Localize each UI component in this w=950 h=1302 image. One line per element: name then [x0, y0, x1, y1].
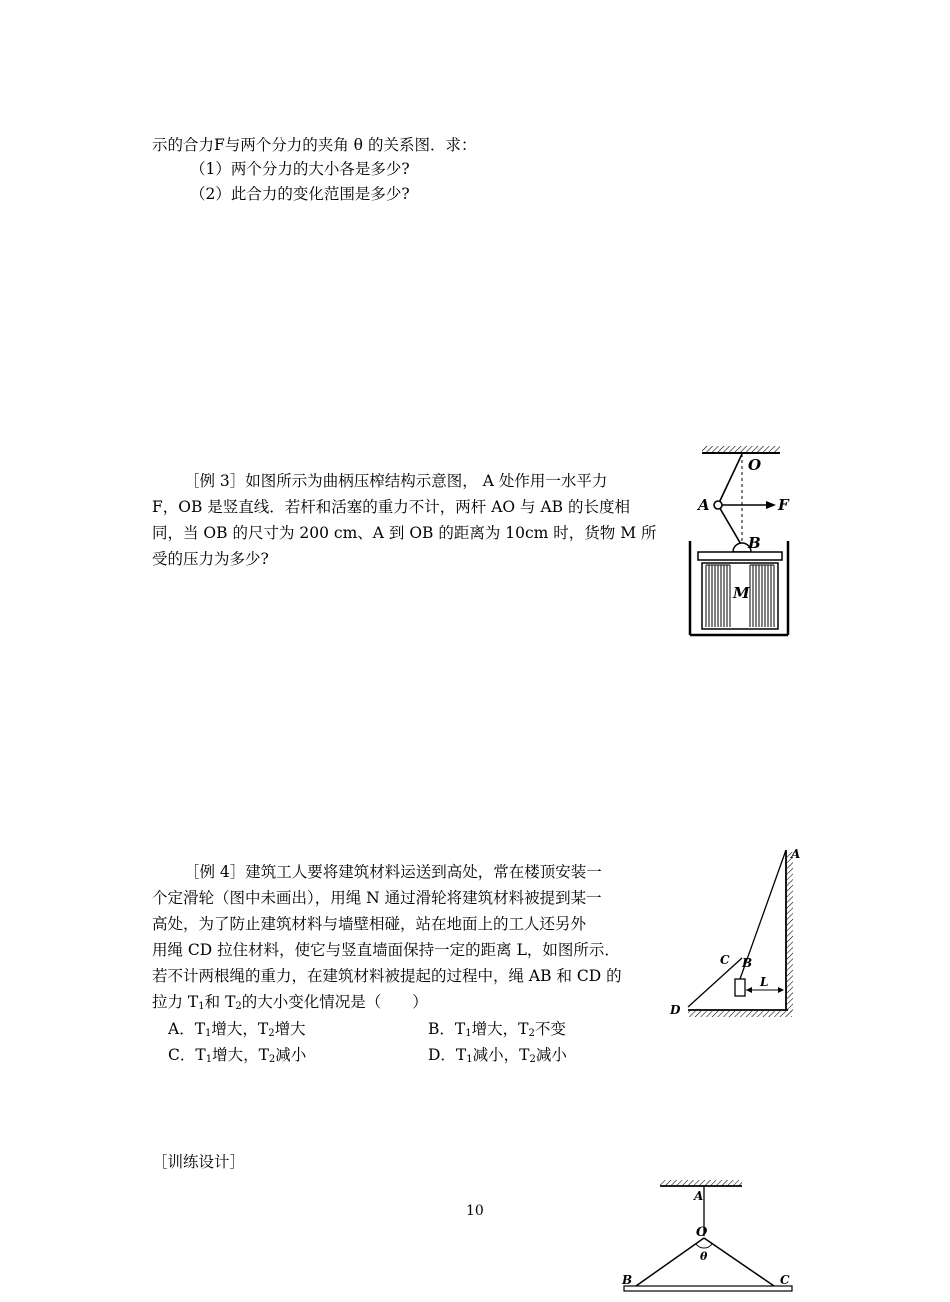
choice-b	[428, 1019, 566, 1039]
label-c: C	[780, 1273, 790, 1287]
text-span: D．T	[428, 1046, 467, 1064]
example4-line1: ［例 4］建筑工人要将建筑材料运送到高处，常在楼顶安装一	[184, 863, 602, 881]
subscript: 1	[198, 1001, 205, 1012]
example4-line3: 高处，为了防止建筑材料与墙壁相碰，站在地面上的工人还另外	[152, 915, 587, 933]
text-span: 不变	[534, 1020, 566, 1038]
text-span: 增大，T	[471, 1020, 529, 1038]
suspended-rope-diagram	[616, 1178, 798, 1302]
rod-ab	[718, 505, 742, 546]
rod-ao	[718, 454, 742, 505]
subscript: 2	[268, 1054, 276, 1065]
intro-line: 示的合力F与两个分力的夹角 θ 的关系图．求：	[152, 136, 477, 154]
label-m: M	[733, 584, 750, 602]
ceiling-hatch	[660, 1180, 742, 1186]
label-f: F	[778, 496, 789, 514]
example3-line4: 受的压力为多少?	[152, 550, 269, 568]
subscript: 2	[529, 1054, 536, 1065]
example4-line4: 用绳 CD 拉住材料，使它与竖直墙面保持一定的距离 L，如图所示．	[152, 941, 620, 959]
example4-line5: 若不计两根绳的重力，在建筑材料被提起的过程中，绳 AB 和 CD 的	[152, 967, 622, 985]
subscript: 1	[466, 1054, 473, 1065]
subscript: 1	[205, 1054, 213, 1065]
angle-arc	[696, 1244, 712, 1248]
example3-line1: ［例 3］如图所示为曲柄压榨结构示意图， A 处作用一水平力	[184, 472, 608, 490]
rope-cd	[688, 958, 742, 1007]
ground-hatch	[688, 1011, 792, 1017]
label-a: A	[698, 496, 710, 514]
text-span: 增大，T	[211, 1020, 269, 1038]
rope-ob	[636, 1238, 704, 1286]
text-span: C．T	[168, 1046, 206, 1064]
question-1: （1）两个分力的大小各是多少?	[190, 160, 410, 178]
rope-oc	[704, 1238, 774, 1286]
label-d: D	[670, 1003, 681, 1017]
ceiling-hatch	[702, 446, 780, 452]
choice-c	[168, 1045, 306, 1065]
text-span: 增大，T	[212, 1046, 269, 1064]
press-diagram	[684, 446, 796, 640]
text-span: 减小，T	[472, 1046, 530, 1064]
label-o: O	[696, 1225, 708, 1240]
text-span: B．T	[428, 1020, 466, 1038]
subscript: 1	[465, 1028, 472, 1039]
text-span: 减小	[275, 1046, 307, 1064]
text-span: 减小	[535, 1046, 567, 1064]
label-a: A	[791, 847, 801, 861]
text-span: A．T	[168, 1020, 206, 1038]
subscript: 1	[205, 1028, 212, 1039]
subscript: 2	[268, 1028, 275, 1039]
example4-line6	[152, 992, 428, 1012]
label-l: L	[760, 975, 769, 989]
question-2: （2）此合力的变化范围是多少?	[190, 185, 410, 203]
material-block	[735, 979, 745, 996]
text-span: 拉力 T	[152, 993, 199, 1011]
subscript: 2	[528, 1028, 535, 1039]
label-b: B	[742, 956, 753, 970]
choice-d	[428, 1045, 567, 1065]
pulley-wall-diagram	[664, 844, 810, 1024]
label-theta: θ	[700, 1250, 708, 1263]
label-o: O	[748, 456, 762, 474]
example3-line2: F，OB 是竖直线．若杆和活塞的重力不计，两杆 AO 与 AB 的长度相	[152, 498, 630, 516]
label-b: B	[748, 534, 761, 552]
example4-line2: 个定滑轮（图中未画出），用绳 N 通过滑轮将建筑材料被提到某一	[152, 889, 602, 907]
base-rod	[624, 1286, 792, 1291]
wall-hatch	[787, 852, 793, 1012]
joint-a	[714, 501, 722, 509]
training-heading: ［训练设计］	[152, 1153, 246, 1171]
text-span: 增大	[274, 1020, 306, 1038]
text-span: 和 T	[204, 993, 236, 1011]
choice-a	[168, 1019, 306, 1039]
label-a: A	[694, 1189, 704, 1203]
example3-line3: 同，当 OB 的尺寸为 200 cm、A 到 OB 的距离为 10cm 时，货物 M 所	[152, 524, 657, 542]
page-number: 10	[466, 1203, 484, 1219]
text-span: 的大小变化情况是（ ）	[241, 993, 428, 1011]
subscript: 2	[235, 1001, 242, 1012]
label-c: C	[720, 953, 730, 967]
piston	[698, 552, 782, 560]
label-b: B	[622, 1273, 633, 1287]
